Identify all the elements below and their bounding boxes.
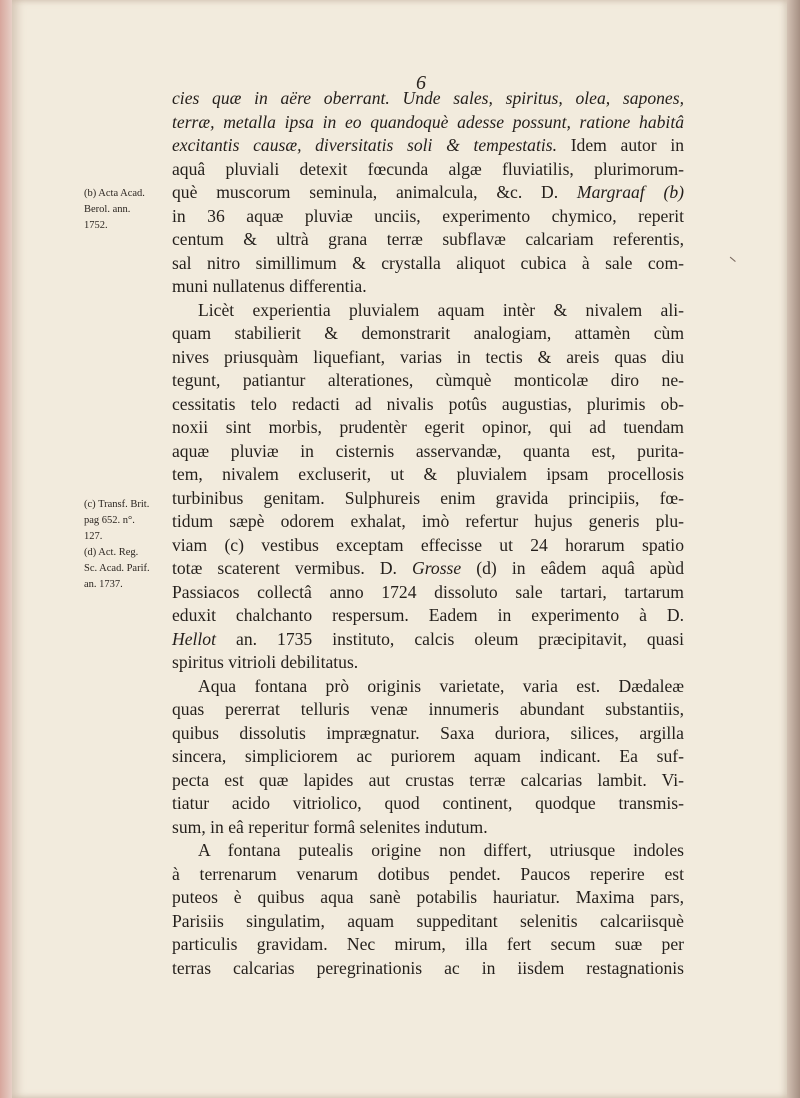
note-line: an. 1737.	[84, 579, 123, 590]
marginal-note-d	[84, 545, 166, 593]
text-line	[172, 134, 684, 158]
text-line	[172, 557, 684, 581]
text-line: aquæ pluviæ in cisternis asservandæ, quanta est, purita-	[172, 440, 684, 461]
text-line: spiritus vitrioli debilitatus.	[172, 652, 359, 672]
text-line: eduxit chalchanto respersum. Eadem in experimento à D.	[172, 605, 684, 625]
text-line: aquâ pluviali detexit fœcunda algæ fluviatilis, plurimorum-	[172, 158, 684, 179]
text-line	[172, 181, 684, 205]
page-left-edge	[0, 0, 12, 1098]
text-line: tiatur acido vitriolico, quod continent, quodque transmis-	[172, 793, 684, 813]
text-line: muni nullatenus differentia.	[172, 276, 367, 296]
text-line: Passiacos collectâ anno 1724 dissoluto sale tartari, tartarum	[172, 581, 684, 602]
note-line: Sc. Acad. Parif.	[84, 563, 150, 574]
text-line: particulis gravidam. Nec mirum, illa fert secum suæ per	[172, 934, 684, 954]
text-line	[172, 628, 684, 652]
text-line: sal nitro simillimum & crystalla aliquot cubica à sale com-	[172, 252, 684, 273]
text-line: A fontana putealis origine non differt, utriusque indoles	[198, 840, 684, 860]
text-line: cessitatis telo redacti ad nivalis potûs augustias, plurimis ob-	[172, 393, 684, 414]
text-line: sum, in eâ reperitur formâ selenites indutum.	[172, 816, 488, 837]
text-line: quibus dissolutis imprægnatur. Saxa duriora, silices, argilla	[172, 722, 684, 743]
text-line: à terrenarum venarum dotibus pendet. Paucos reperire est	[172, 863, 684, 884]
text-segment: an. 1735 instituto, calcis oleum præcipitavit, quasi	[236, 628, 685, 649]
note-line: (d) Act. Reg.	[84, 547, 139, 558]
note-line: 1752.	[84, 220, 108, 231]
text-line: turbinibus genitam. Sulphureis enim gravida principiis, fœ-	[172, 487, 684, 508]
text-line: tidum sæpè odorem exhalat, imò refertur hujus generis plu-	[172, 511, 684, 531]
text-line: cies quæ in aëre oberrant. Unde sales, spiritus, olea, sapones,	[172, 88, 684, 108]
text-segment: excitantis causæ, diversitatis soli & tempestatis.	[172, 135, 558, 155]
marginal-note-c	[84, 497, 166, 545]
text-segment: Idem autor in	[570, 135, 685, 155]
text-line: quam stabilierit & demonstrarit analogiam, attamèn cùm	[172, 323, 684, 343]
text-segment: Grosse	[412, 558, 462, 578]
text-line: terras calcarias peregrinationis ac in iisdem restagnationis	[172, 957, 684, 978]
text-line: in 36 aquæ pluviæ unciis, experimento chymico, reperit	[172, 205, 684, 226]
note-line: Berol. ann.	[84, 204, 131, 215]
text-line: Licèt experientia pluvialem aquam intèr & nivalem ali-	[198, 299, 684, 320]
text-line: viam (c) vestibus exceptam effecisse ut 24 horarum spatio	[172, 534, 684, 555]
marginal-note-b	[84, 186, 166, 234]
text-line: pecta est quæ lapides aut crustas terræ calcarias lambit. Vi-	[172, 769, 684, 790]
text-line: puteos è quibus aqua sanè potabilis hauriatur. Maxima pars,	[172, 887, 684, 907]
text-segment: totæ scaterent vermibus. D.	[172, 558, 397, 578]
text-segment: què muscorum seminula, animalcula, &c. D.	[172, 182, 559, 202]
page-right-edge	[787, 0, 800, 1098]
text-line: sincera, simpliciorem ac puriorem aquam indicant. Ea suf-	[172, 746, 684, 766]
note-line: pag 652. n°.	[84, 515, 135, 526]
page-number: 6	[416, 72, 426, 94]
text-line: centum & ultrà grana terræ subflavæ calcariam referentis,	[172, 229, 684, 249]
text-line: terræ, metalla ipsa in eo quandoquè adesse possunt, ratione habitâ	[172, 111, 684, 132]
text-line: Parisiis singulatim, aquam suppeditant selenitis calcariisquè	[172, 910, 684, 931]
text-line: nives priusquàm liquefiant, varias in tectis & areis quas diu	[172, 346, 684, 367]
text-segment: Margraaf (b)	[576, 182, 684, 202]
note-line: (b) Acta Acad.	[84, 188, 145, 199]
text-line: noxii sint morbis, prudentèr egerit opinor, qui ad tuendam	[172, 417, 684, 437]
text-segment: Hellot	[172, 628, 216, 649]
text-line: quas pererrat telluris venæ innumeris abundant substantiis,	[172, 699, 684, 719]
text-segment: (d) in eâdem aquâ apùd	[476, 558, 684, 578]
note-line: (c) Transf. Brit.	[84, 499, 150, 510]
text-line: tegunt, patiantur alterationes, cùmquè monticolæ diro ne-	[172, 370, 684, 390]
text-line: Aqua fontana prò originis varietate, varia est. Dædaleæ	[198, 675, 684, 696]
text-line: tem, nivalem excluserit, ut & pluvialem ipsam procellosis	[172, 464, 684, 484]
body-text	[172, 87, 684, 980]
note-line: 127.	[84, 531, 103, 542]
